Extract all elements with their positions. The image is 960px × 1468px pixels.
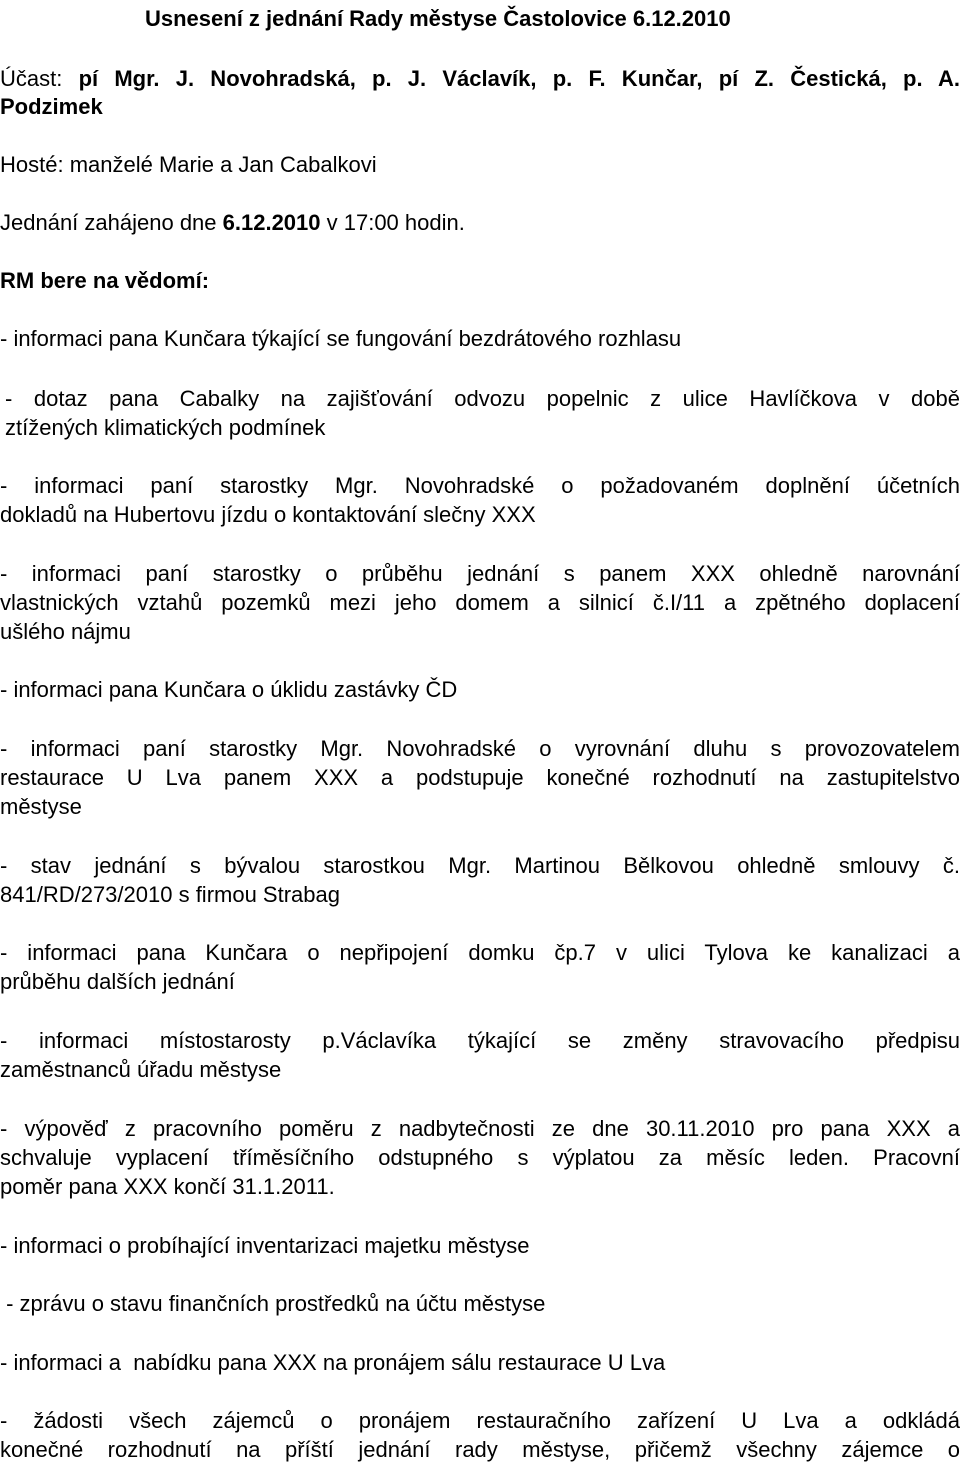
list-item-line: dokladů na Hubertovu jízdu o kontaktování slečny XXX xyxy=(0,502,536,527)
document-title: Usnesení z jednání Rady městyse Častolovice 6.12.2010 xyxy=(145,6,731,31)
list-item-line: - informaci o probíhající inventarizaci majetku městyse xyxy=(0,1233,530,1258)
list-item-line: - informaci pana Kunčara o úklidu zastávky ČD xyxy=(0,677,458,702)
list-item-line: - informaci pana Kunčara týkající se fungování bezdrátového rozhlasu xyxy=(0,326,682,351)
opening-line xyxy=(0,210,960,236)
list-item-line: městyse xyxy=(0,794,82,819)
list-item-line: ztížených klimatických podmínek xyxy=(5,415,326,440)
list-item-line: zaměstnanců úřadu městyse xyxy=(0,1057,282,1082)
opening-date: 6.12.2010 xyxy=(222,210,321,235)
list-item-line: - informaci paní starostky Mgr. Novohradské o vyrovnání dluhu s provozovatelem xyxy=(0,736,960,761)
list-item-line: restaurace U Lva panem XXX a podstupuje konečné rozhodnutí na zastupitelstvo xyxy=(0,765,960,790)
list-item-line: - žádosti všech zájemců o pronájem restauračního zařízení U Lva a odkládá xyxy=(0,1408,960,1433)
list-item-line: průběhu dalších jednání xyxy=(0,969,235,994)
list-item-line: konečné rozhodnutí na příští jednání rady městyse, přičemž všechny zájemce o xyxy=(0,1437,960,1462)
list-item-line: 841/RD/273/2010 s firmou Strabag xyxy=(0,882,340,907)
guests-line: Hosté: manželé Marie a Jan Cabalkovi xyxy=(0,152,377,177)
attendance-names: pí Mgr. J. Novohradská, p. J. Václavík, p. F. Kunčar, pí Z. Čestická, p. A. xyxy=(78,66,960,91)
attendance-label: Účast: xyxy=(0,66,79,91)
attendance-line-1 xyxy=(0,66,960,92)
list-item-line: poměr pana XXX končí 31.1.2011. xyxy=(0,1174,335,1199)
list-item-line: vlastnických vztahů pozemků mezi jeho domem a silnicí č.I/11 a zpětného doplacení xyxy=(0,590,960,615)
list-item-line: ušlého nájmu xyxy=(0,619,131,644)
list-item-line: - informaci pana Kunčara o nepřipojení domku čp.7 v ulici Tylova ke kanalizaci a xyxy=(0,940,960,965)
opening-prefix: Jednání zahájeno dne xyxy=(0,210,223,235)
list-item-line: - výpověď z pracovního poměru z nadbytečnosti ze dne 30.11.2010 pro pana XXX a xyxy=(0,1116,960,1141)
list-item-line: - stav jednání s bývalou starostkou Mgr. Martinou Bělkovou ohledně smlouvy č. xyxy=(0,853,960,878)
list-item-line: - informaci paní starostky o průběhu jednání s panem XXX ohledně narovnání xyxy=(0,561,960,586)
list-item-line: - zprávu o stavu finančních prostředků na účtu městyse xyxy=(0,1291,546,1316)
section-heading: RM bere na vědomí: xyxy=(0,268,210,293)
attendance-line-2: Podzimek xyxy=(0,94,103,119)
list-item-line: - informaci a nabídku pana XXX na pronájem sálu restaurace U Lva xyxy=(0,1350,666,1375)
opening-suffix: v 17:00 hodin. xyxy=(320,210,465,235)
list-item-line: - informaci paní starostky Mgr. Novohradské o požadovaném doplnění účetních xyxy=(0,473,960,498)
list-item-line: schvaluje vyplacení tříměsíčního odstupného s výplatou za měsíc leden. Pracovní xyxy=(0,1145,960,1170)
list-item-line: - dotaz pana Cabalky na zajišťování odvozu popelnic z ulice Havlíčkova v době xyxy=(5,386,960,411)
list-item-line: - informaci místostarosty p.Václavíka týkající se změny stravovacího předpisu xyxy=(0,1028,960,1053)
